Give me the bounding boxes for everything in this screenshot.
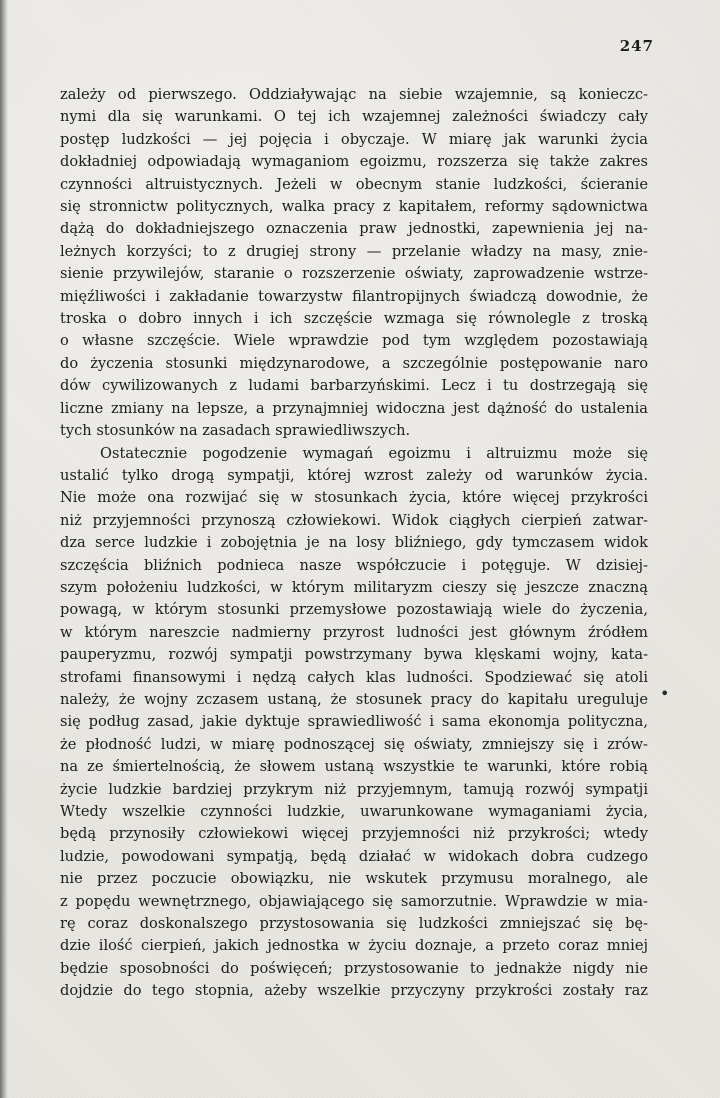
paragraph-start-line: Ostatecznie pogodzenie wymagań egoizmu i altruizmu może się <box>100 444 648 462</box>
text-line: dokładniej odpowiadają wymaganiom egoizmu, rozszerza się także zakres <box>60 153 648 171</box>
page-number: 247 <box>619 37 654 55</box>
paragraph-end-line: tych stosunków na zasadach sprawiedliwszych. <box>60 422 411 440</box>
text-line: się podług zasad, jakie dyktuje sprawiedliwość i sama ekonomja polityczna, <box>60 713 648 731</box>
text-line: dza serce ludzkie i zobojętnia je na losy bliźniego, gdy tymczasem widok <box>60 534 648 552</box>
text-line: dążą do dokładniejszego oznaczenia praw jednostki, zapewnienia jej na- <box>60 220 648 238</box>
text-line: z popędu wewnętrznego, objawiającego się samorzutnie. Wprawdzie w mia- <box>60 892 648 910</box>
text-line: Wtedy wszelkie czynności ludzkie, uwarunkowane wymaganiami życia, <box>60 803 648 820</box>
text-line: niż przyjemności przynoszą człowiekowi. Widok ciągłych cierpień zatwar- <box>60 511 648 529</box>
text-line: będą przynosiły człowiekowi więcej przyjemności niż przykrości; wtedy <box>60 825 648 843</box>
text-line: powagą, w którym stosunki przemysłowe pozostawiają wiele do życzenia, <box>60 601 648 619</box>
body-text <box>60 84 648 1003</box>
text-line: Nie może ona rozwijać się w stosunkach życia, które więcej przykrości <box>60 489 648 507</box>
text-line: pauperyzmu, rozwój sympatji powstrzymany bywa klęskami wojny, kata- <box>60 646 648 664</box>
text-line: ustalić tylko drogą sympatji, której wzrost zależy od warunków życia. <box>60 466 648 484</box>
text-line: ludzie, powodowani sympatją, będą działać w widokach dobra cudzego <box>60 847 648 865</box>
text-line: postęp ludzkości — jej pojęcia i obyczaje. W miarę jak warunki życia <box>60 130 648 148</box>
text-line: szym położeniu ludzkości, w którym militaryzm cieszy się jeszcze znaczną <box>60 578 648 596</box>
text-line: czynności altruistycznych. Jeżeli w obecnym stanie ludzkości, ścieranie <box>60 175 648 193</box>
book-spine-shadow <box>0 0 8 1098</box>
text-line: się stronnictw politycznych, walka pracy z kapitałem, reformy sądownictwa <box>60 198 648 216</box>
stray-ink-mark: • <box>660 684 670 703</box>
text-line: będzie sposobności do poświęceń; przystosowanie to jednakże nigdy nie <box>60 959 648 977</box>
text-line: leżnych korzyści; to z drugiej strony — przelanie władzy na masy, znie- <box>60 242 648 260</box>
text-line: o własne szczęście. Wiele wprawdzie pod tym względem pozostawiają <box>60 332 648 350</box>
text-line: rę coraz doskonalszego przystosowania się ludzkości zmniejszać się bę- <box>60 915 648 933</box>
text-line: na ze śmiertelnością, że słowem ustaną wszystkie te warunki, które robią <box>60 758 648 776</box>
text-line: szczęścia bliźnich podnieca nasze współczucie i potęguje. W dzisiej- <box>60 556 648 574</box>
text-line: że płodność ludzi, w miarę podnoszącej się oświaty, zmniejszy się i zrów- <box>60 735 648 753</box>
text-line: strofami finansowymi i nędzą całych klas ludności. Spodziewać się atoli <box>60 668 648 686</box>
text-line: sienie przywilejów, staranie o rozszerzenie oświaty, zaprowadzenie wstrze- <box>60 265 648 283</box>
text-line: w którym nareszcie nadmierny przyrost ludności jest głównym źródłem <box>60 623 648 641</box>
text-line: należy, że wojny zczasem ustaną, że stosunek pracy do kapitału ureguluje <box>60 690 648 708</box>
text-line: liczne zmiany na lepsze, a przynajmniej widoczna jest dążność do ustalenia <box>60 399 648 417</box>
text-line: dów cywilizowanych z ludami barbarzyńskimi. Lecz i tu dostrzegają się <box>60 377 648 395</box>
text-line: nymi dla się warunkami. O tej ich wzajemnej zależności świadczy cały <box>60 108 648 126</box>
text-line: życie ludzkie bardziej przykrym niż przyjemnym, tamują rozwój sympatji <box>60 780 648 798</box>
text-line: troska o dobro innych i ich szczęście wzmaga się równolegle z troską <box>60 310 648 328</box>
text-line: do życzenia stosunki międzynarodowe, a szczególnie postępowanie naro <box>60 354 648 372</box>
text-line: mięźliwości i zakładanie towarzystw filantropijnych świadczą dowodnie, że <box>60 287 648 305</box>
text-line: dojdzie do tego stopnia, ażeby wszelkie przyczyny przykrości zostały raz <box>60 982 648 1000</box>
text-line: nie przez poczucie obowiązku, nie wskutek przymusu moralnego, ale <box>60 870 648 888</box>
text-line: dzie ilość cierpień, jakich jednostka w życiu doznaje, a przeto coraz mniej <box>60 937 648 955</box>
text-line: zależy od pierwszego. Oddziaływając na siebie wzajemnie, są konieczc- <box>60 86 648 103</box>
